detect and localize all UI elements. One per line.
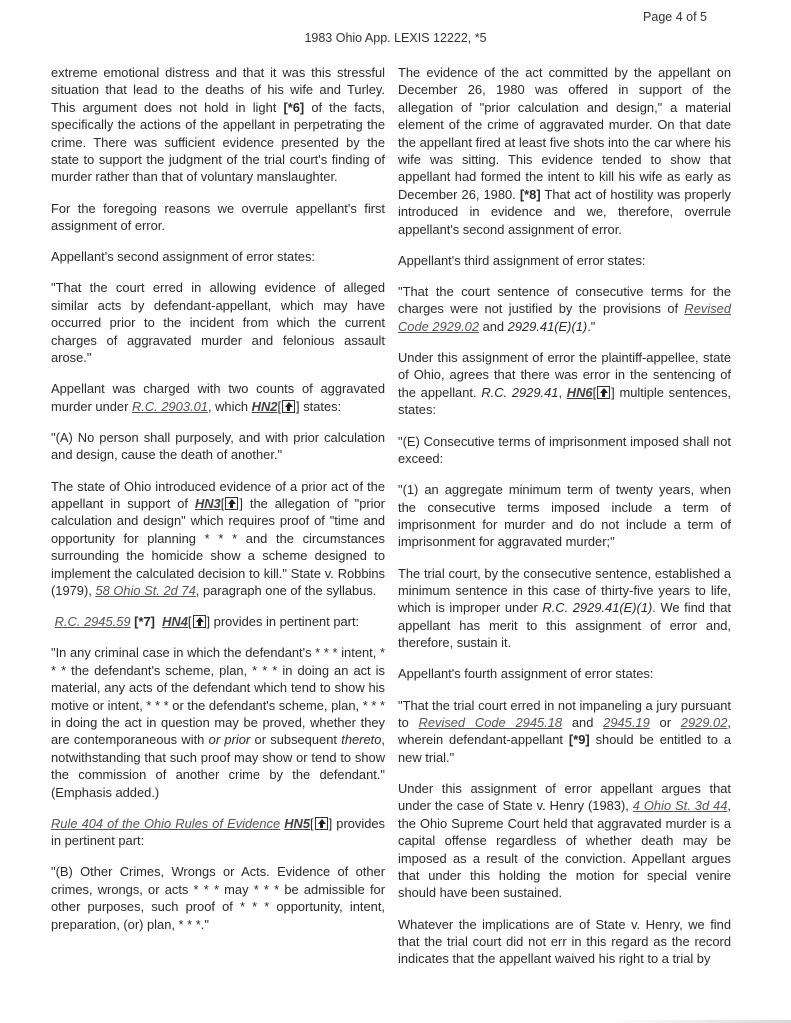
paragraph: Rule 404 of the Ohio Rules of Evidence HN5[ ] provides in pertinent part: [51,815,385,849]
headnote-link-hn3[interactable]: HN3 [194,495,221,511]
headnote-link-hn6[interactable]: HN6 [566,384,593,400]
citation-link-58-ohio-st-2d-74[interactable]: 58 Ohio St. 2d 74 [95,582,196,598]
paragraph: Whatever the implications are of State v. Henry, we find that the trial court did not err in this regard as the record indicates that the appellant waived his right to a trial by [398,916,731,967]
citation-link-rc-2945-18[interactable]: Revised Code 2945.18 [418,714,563,730]
paragraph: The trial court, by the consecutive sentence, established a minimum sentence in this case of thirty-five years to life, which is improper under R.C. 2929.41(E)(1). We find that appellant has merit to this assignment of error and, therefore, sustain it. [398,565,731,651]
quote-paragraph: "(A) No person shall purposely, and with prior calculation and design, cause the death of another." [51,429,385,463]
paragraph: Under this assignment of error the plaintiff-appellee, state of Ohio, agrees that there was error in the sentencing of the appellant. R.C. 2929.41, HN6[ ] multiple sentences, states: [398,350,731,418]
arrow-up-icon[interactable] [282,400,295,413]
paragraph: The state of Ohio introduced evidence of a prior act of the appellant in support of HN3[ ] the allegation of "prior calculation and design" which requires proof of "time and opportunity for planning * * * and the circumstances surrounding the homicide show a scheme designed to implement the calculated decision to kill." State v. Robbins (1979), 58 Ohio St. 2d 74, paragraph one of the syllabus. [51,478,385,598]
citation-link-rc-2945-59[interactable]: R.C. 2945.59 [54,614,131,630]
quote-paragraph: "That the court sentence of consecutive terms for the charges were not justified by the provisions of Revised Code 2929.02 and 2929.41(E)(1)." [398,284,731,334]
quote-paragraph: "In any criminal case in which the defendant's * * * intent, * * * the defendant's scheme, plan, * * * in doing an act is material, any acts of the defendant which tend to show his motive or intent, * * * or the defendant's scheme, plan, * * * in doing the act in question may be proved, whether they are contemporaneous with or prior or subsequent thereto, notwithstanding that such proof may show or tend to show the commission of another crime by the defendant." (Emphasis added.) [51,645,385,800]
running-citation-header: 1983 Ohio App. LEXIS 12222, *5 [304,31,487,45]
star-page: [*6] [283,99,305,115]
paragraph: Under this assignment of error appellant argues that under the case of State v. Henry (1983), 4 Ohio St. 3d 44, the Ohio Supreme Court held that aggravated murder is a capital offense regardless of whether death may be imposed as a result of the conviction. Appellant argues that under this holding the motion for special venire should have been sustained. [398,780,731,901]
quote-paragraph: "That the trial court erred in not impaneling a jury pursuant to Revised Code 2945.18 and 2945.19 or 2929.02, wherein defendant-appellant [*9] should be entitled to a new trial." [398,697,731,765]
star-page: [*9] [568,732,590,748]
arrow-up-icon[interactable] [193,615,206,628]
paragraph: The evidence of the act committed by the appellant on December 26, 1980 was offered in support of the allegation of "prior calculation and design," a material element of the crime of aggravated murder. On that date the appellant fired at least five shots into the car where his wife was sitting. This evidence tended to show that appellant had formed the intent to kill his wife as early as December 26, 1980. [*8] That act of hostility was properly introduced in evidence and we, therefore, overrule appellant's second assignment of error. [398,65,731,237]
paragraph: R.C. 2945.59 [*7] HN4[ ] provides in pertinent part: [54,614,360,630]
paragraph: Appellant's third assignment of error states: [398,252,646,268]
citation-link-2929-02[interactable]: 2929.02 [680,714,728,730]
star-page: [*7] [134,614,155,630]
arrow-up-icon[interactable] [315,817,328,830]
headnote-link-hn2[interactable]: HN2 [251,398,278,414]
paragraph: Appellant was charged with two counts of aggravated murder under R.C. 2903.01, which HN2[ ] states: [51,381,385,414]
star-page: [*8] [519,186,541,202]
paragraph: Appellant's second assignment of error states: [51,249,315,265]
citation-link-4-ohio-st-3d-44[interactable]: 4 Ohio St. 3d 44 [632,798,728,814]
paragraph: For the foregoing reasons we overrule appellant's first assignment of error. [51,200,385,234]
arrow-up-icon[interactable] [225,497,238,510]
paragraph: extreme emotional distress and that it was this stressful situation that lead to the deaths of his wife and Turley. This argument does not hold in light [*6] of the facts, specifically the actions of the appellant in perpetrating the crime. There was sufficient evidence presented by the state to support the judgment of the trial court's finding of murder rather than that of voluntary manslaughter. [51,65,385,185]
citation-link-rc-2903-01[interactable]: R.C. 2903.01 [131,398,208,414]
right-column [398,64,731,982]
paragraph: Appellant's fourth assignment of error states: [398,666,654,682]
headnote-link-hn5[interactable]: HN5 [284,815,311,831]
headnote-link-hn4[interactable]: HN4 [162,614,188,630]
arrow-up-icon[interactable] [597,386,610,399]
quote-paragraph: "(B) Other Crimes, Wrongs or Acts. Evidence of other crimes, wrongs, or acts * * * may * * * be admissible for other purposes, such proof of * * * opportunity, intent, preparation, (or) plan, * * *." [51,864,385,932]
citation-link-evid-rule-404[interactable]: Rule 404 of the Ohio Rules of Evidence [51,815,281,831]
left-column [51,64,385,947]
quote-paragraph: "(E) Consecutive terms of imprisonment imposed shall not exceed: [398,433,731,466]
quote-paragraph: "That the court erred in allowing evidence of alleged similar acts by defendant-appellant, which may have occurred prior to the incident from which the current charges of aggravated murder and felonious assault arose." [51,280,385,366]
quote-paragraph: "(1) an aggregate minimum term of twenty years, when the consecutive terms imposed include a term of imprisonment for murder and do not include a term of imprisonment for aggravated murder;" [398,482,731,550]
citation-link-rc-2929-02[interactable]: Revised Code 2929.02 [398,301,731,334]
citation-link-2945-19[interactable]: 2945.19 [603,714,650,730]
page-number: Page 4 of 5 [643,10,707,24]
